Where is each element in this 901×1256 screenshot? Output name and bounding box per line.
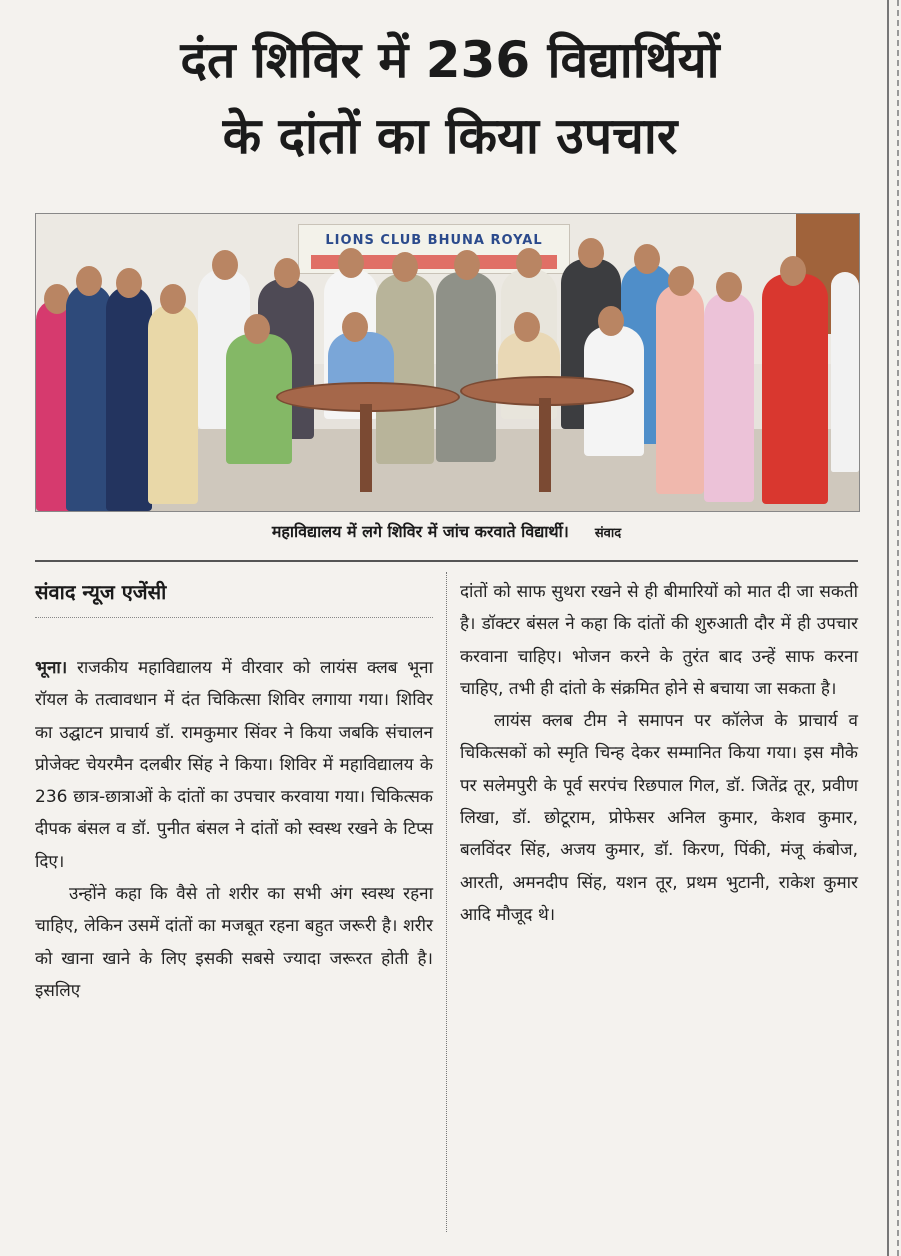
banner-text: LIONS CLUB BHUNA ROYAL	[325, 233, 543, 248]
person-head	[342, 312, 368, 342]
person-figure	[762, 274, 828, 504]
person-head	[634, 244, 660, 274]
person-figure	[831, 272, 859, 472]
paragraph	[35, 652, 433, 878]
person-head	[780, 256, 806, 286]
person-head	[338, 248, 364, 278]
person-head	[274, 258, 300, 288]
person-head	[716, 272, 742, 302]
dateline: भूना।	[35, 658, 68, 678]
person-head	[160, 284, 186, 314]
person-head	[116, 268, 142, 298]
paragraph: उन्होंने कहा कि वैसे तो शरीर का सभी अंग स्वस्थ रहना चाहिए, लेकिन उसमें दांतों का मजबूत रहना बहुत जरूरी है। शरीर को खाना खाने के लिए इसकी सबसे ज्यादा जरूरत होती है। इसलिए	[35, 884, 433, 1001]
person-head	[598, 306, 624, 336]
person-head	[516, 248, 542, 278]
headline	[20, 22, 880, 174]
table-leg	[539, 398, 551, 492]
person-figure	[106, 286, 152, 511]
person-head	[454, 250, 480, 280]
photo-caption	[35, 520, 858, 542]
article-column-left	[35, 652, 433, 1007]
paragraph-text: राजकीय महाविद्यालय में वीरवार को लायंस क्लब भूना रॉयल के तत्वावधान में दंत चिकित्सा शिविर लगाया गया। शिविर का उद्घाटन प्राचार्य डॉ. रामकुमार सिंवर ने किया जबकि संचालन प्रोजेक्ट चेयरमैन दलबीर सिंह ने किया। शिविर में महाविद्यालय के 236 छात्र-छात्राओं के दांतों का उपचार करवाया गया। चिकित्सक दीपक बंसल व डॉ. पुनीत बंसल ने दांतों को स्वस्थ रखने के टिप्स दिए।	[35, 658, 434, 872]
caption-credit: संवाद	[594, 526, 622, 541]
person-head	[76, 266, 102, 296]
headline-line-2: के दांतों का किया उपचार	[222, 107, 678, 165]
headline-line-1: दंत शिविर में 236 विद्यार्थियों	[180, 31, 720, 89]
page-edge-line	[887, 0, 889, 1256]
page-edge-dashes	[897, 0, 899, 1256]
byline-underline	[35, 617, 433, 618]
table-leg	[360, 404, 372, 492]
paragraph: लायंस क्लब टीम ने समापन पर कॉलेज के प्राचार्य व चिकित्सकों को स्मृति चिन्ह देकर सम्मानित किया गया। इस मौके पर सलेमपुरी के पूर्व सरपंच रिछपाल गिल, डॉ. जितेंद्र तूर, प्रवीण लिखा, डॉ. छोटूराम, प्रोफेसर अनिल कुमार, केशव कुमार, बलविंदर सिंह, अजय कुमार, डॉ. किरण, पिंकी, मंजू कंबोज, आरती, अमनदीप सिंह, यशन तूर, प्रथम भुटानी, राकेश कुमार आदि मौजूद थे।	[460, 711, 858, 925]
person-figure	[704, 292, 754, 502]
person-head	[514, 312, 540, 342]
person-figure	[436, 272, 496, 462]
person-head	[212, 250, 238, 280]
person-figure	[148, 304, 198, 504]
person-head	[668, 266, 694, 296]
person-figure	[656, 284, 704, 494]
column-divider	[446, 572, 447, 1232]
article-column-right	[460, 576, 858, 931]
person-head	[244, 314, 270, 344]
caption-text: महाविद्यालय में लगे शिविर में जांच करवाते विद्यार्थी।	[271, 522, 569, 541]
news-photo	[35, 213, 860, 512]
paragraph: दांतों को साफ सुथरा रखने से ही बीमारियों को मात दी जा सकती है। डॉक्टर बंसल ने कहा कि दांतों की शुरुआती दौर में ही उपचार करवाना चाहिए। भोजन करने के तुरंत बाद उन्हें साफ करना चाहिए, तभी ही दांतो के संक्रमित होने से बचाया जा सकता है।	[460, 582, 858, 699]
person-head	[578, 238, 604, 268]
byline: संवाद न्यूज एजेंसी	[35, 580, 167, 604]
person-head	[392, 252, 418, 282]
caption-rule	[35, 560, 858, 562]
